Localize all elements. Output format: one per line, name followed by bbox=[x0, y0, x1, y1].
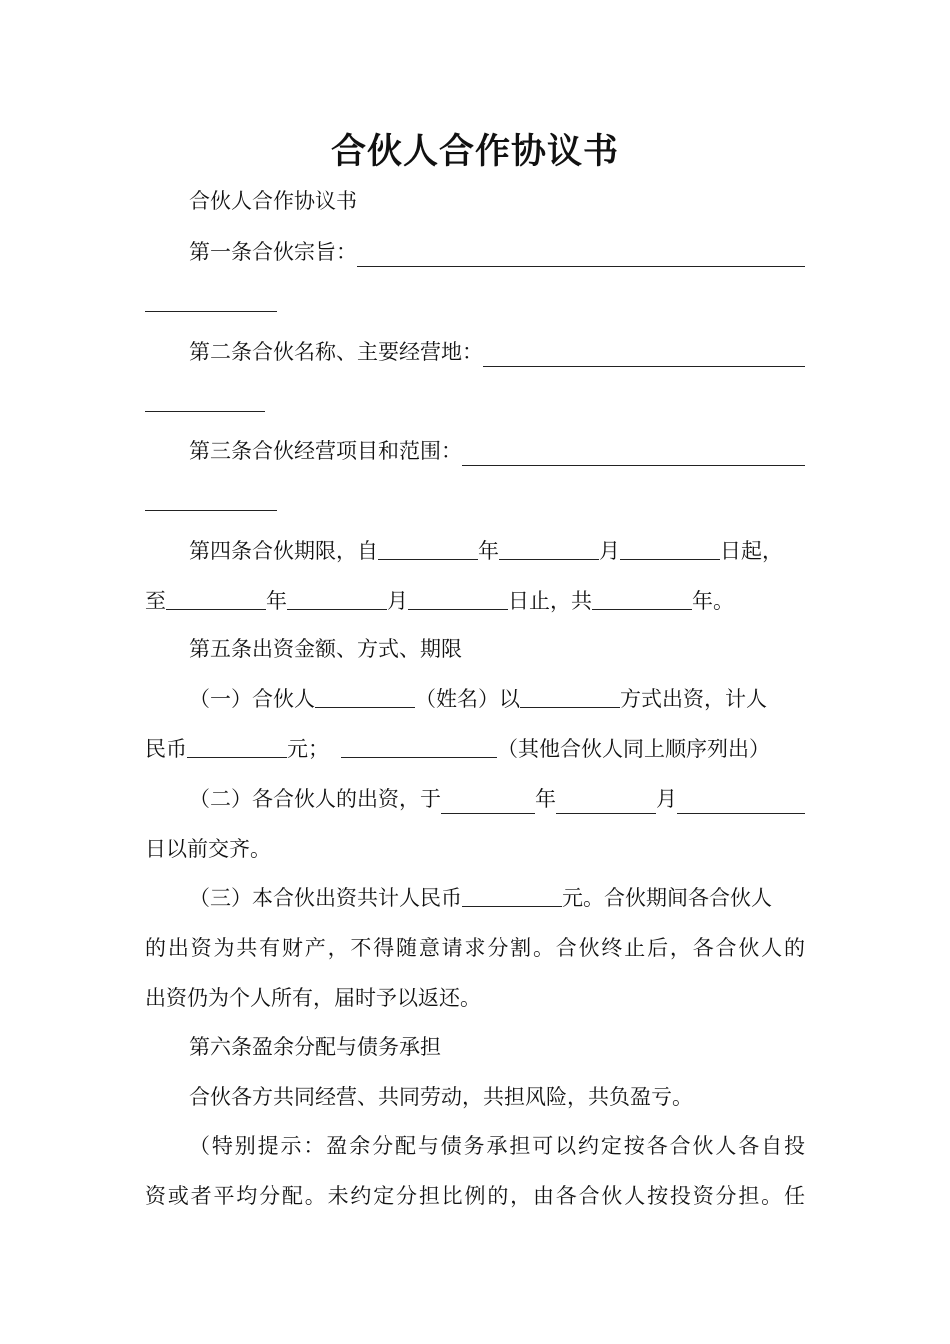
article-4-end-year-label: 年 bbox=[266, 589, 287, 613]
article-3-label: 第三条合伙经营项目和范围： bbox=[189, 439, 462, 463]
article-6-paragraph-2-line-1: （特别提示：盈余分配与债务承担可以约定按各合伙人各自投 bbox=[189, 1134, 805, 1158]
article-3-blank[interactable] bbox=[462, 443, 805, 466]
article-2-blank-cont[interactable] bbox=[145, 389, 265, 412]
total-contribution-blank[interactable] bbox=[462, 884, 562, 907]
article-4-line-1 bbox=[189, 536, 805, 566]
article-2-blank[interactable] bbox=[483, 344, 805, 367]
item-3-text: （三）本合伙出资共计人民币 bbox=[189, 886, 462, 910]
end-day-blank[interactable] bbox=[408, 587, 508, 610]
article-1-blank-cont[interactable] bbox=[145, 289, 277, 312]
article-4-text-to: 至 bbox=[145, 589, 166, 613]
article-4-day-label: 日起， bbox=[720, 539, 783, 563]
article-6-paragraph-1: 合伙各方共同经营、共同劳动，共担风险，共负盈亏。 bbox=[189, 1085, 693, 1109]
item-1-note: （其他合伙人同上顺序列出） bbox=[497, 737, 770, 761]
item-1-yuan-label: 元； bbox=[287, 737, 329, 761]
article-2-continuation bbox=[145, 388, 805, 418]
due-year-blank[interactable] bbox=[441, 791, 535, 814]
item-2-year-label: 年 bbox=[535, 787, 556, 811]
start-month-blank[interactable] bbox=[499, 537, 599, 560]
due-month-blank[interactable] bbox=[556, 791, 656, 814]
article-6-heading: 第六条盈余分配与债务承担 bbox=[189, 1035, 441, 1059]
other-partners-blank[interactable] bbox=[341, 735, 497, 758]
article-5-item-3-line-3: 出资仍为个人所有，届时予以返还。 bbox=[145, 986, 481, 1010]
article-5-item-3-line-2: 的出资为共有财产，不得随意请求分割。合伙终止后，各合伙人的 bbox=[145, 936, 805, 960]
article-5-item-2-line-2: 日以前交齐。 bbox=[145, 837, 271, 861]
article-2-label: 第二条合伙名称、主要经营地： bbox=[189, 340, 483, 364]
contribution-method-blank[interactable] bbox=[520, 685, 620, 708]
article-4-end-day-label: 日止，共 bbox=[508, 589, 592, 613]
document-title: 合伙人合作协议书 bbox=[330, 132, 619, 172]
item-2-month-label: 月 bbox=[656, 787, 677, 811]
article-2 bbox=[189, 337, 805, 367]
article-4-line-2 bbox=[145, 586, 805, 616]
article-4-month-label: 月 bbox=[599, 539, 620, 563]
article-5-item-3-line-1 bbox=[189, 883, 805, 913]
item-1-currency-label: 民币 bbox=[145, 737, 187, 761]
end-month-blank[interactable] bbox=[287, 587, 387, 610]
article-5-item-1-line-2 bbox=[145, 734, 805, 764]
item-3-text-cont: 元。合伙期间各合伙人 bbox=[562, 886, 772, 910]
article-3 bbox=[189, 436, 805, 466]
article-1-label: 第一条合伙宗旨： bbox=[189, 240, 357, 264]
item-1-method-label: 方式出资，计人 bbox=[620, 687, 767, 711]
article-3-blank-cont[interactable] bbox=[145, 488, 277, 511]
total-years-blank[interactable] bbox=[592, 587, 692, 610]
article-4-years-label: 年。 bbox=[692, 589, 734, 613]
contribution-amount-blank[interactable] bbox=[187, 735, 287, 758]
article-4-text-from: 第四条合伙期限，自 bbox=[189, 539, 378, 563]
item-1-name-label: （姓名）以 bbox=[415, 687, 520, 711]
end-year-blank[interactable] bbox=[166, 587, 266, 610]
item-1-partner-label: （一）合伙人 bbox=[189, 687, 315, 711]
document-subtitle: 合伙人合作协议书 bbox=[189, 189, 357, 213]
article-3-continuation bbox=[145, 487, 805, 517]
article-4-year-label: 年 bbox=[478, 539, 499, 563]
article-1 bbox=[189, 237, 805, 267]
due-day-blank[interactable] bbox=[677, 791, 805, 814]
article-5-item-2-line-1 bbox=[189, 784, 805, 814]
article-1-blank[interactable] bbox=[357, 244, 805, 267]
start-year-blank[interactable] bbox=[378, 537, 478, 560]
article-6-paragraph-2-line-2: 资或者平均分配。未约定分担比例的，由各合伙人按投资分担。任 bbox=[145, 1184, 805, 1208]
article-5-heading: 第五条出资金额、方式、期限 bbox=[189, 637, 462, 661]
partner-name-blank[interactable] bbox=[315, 685, 415, 708]
article-1-continuation bbox=[145, 288, 805, 318]
start-day-blank[interactable] bbox=[620, 537, 720, 560]
article-5-item-1-line-1 bbox=[189, 684, 805, 714]
item-2-text: （二）各合伙人的出资，于 bbox=[189, 787, 441, 811]
article-4-end-month-label: 月 bbox=[387, 589, 408, 613]
